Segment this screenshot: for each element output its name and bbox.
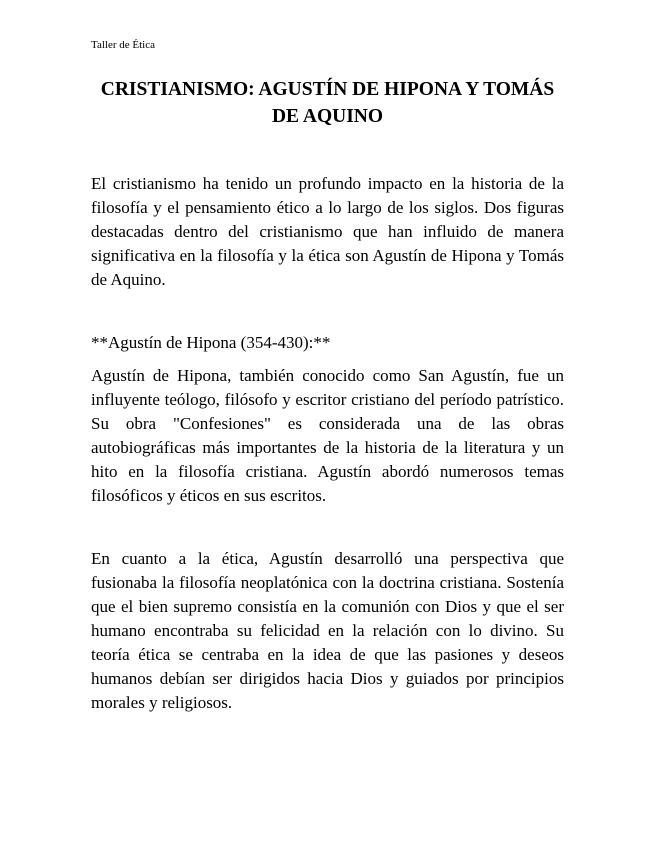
agustin-ethics-paragraph: En cuanto a la ética, Agustín desarrolló una perspectiva que fusionaba la filosofía neoplatónica con la doctrina cristiana. Sostenía que el bien supremo consistía en la comunión con Dios y que el ser humano encontraba su felicidad en la relación con lo divino. Su teoría ética se centraba en la idea de que las pasiones y deseos humanos debían ser dirigidos hacia Dios y guiados por principios morales y religiosos. (91, 549, 564, 712)
intro-paragraph: El cristianismo ha tenido un profundo impacto en la historia de la filosofía y el pensamiento ético a lo largo de los siglos. Dos figuras destacadas dentro del cristianismo que han influido de manera significativa en la filosofía y la ética son Agustín de Hipona y Tomás de Aquino. (91, 174, 564, 289)
running-header: Taller de Ética (91, 39, 155, 51)
section-heading-agustin: **Agustín de Hipona (354-430):** (91, 333, 331, 352)
document-title: CRISTIANISMO: AGUSTÍN DE HIPONA Y TOMÁS DE AQUINO (100, 79, 555, 127)
agustin-bio-paragraph: Agustín de Hipona, también conocido como San Agustín, fue un influyente teólogo, filósofo y escritor cristiano del período patrístico. Su obra "Confesiones" es considerada una de las obras autobiográficas más importantes de la historia de la literatura y un hito en la filosofía cristiana. Agustín abordó numerosos temas filosóficos y éticos en sus escritos. (91, 366, 564, 505)
